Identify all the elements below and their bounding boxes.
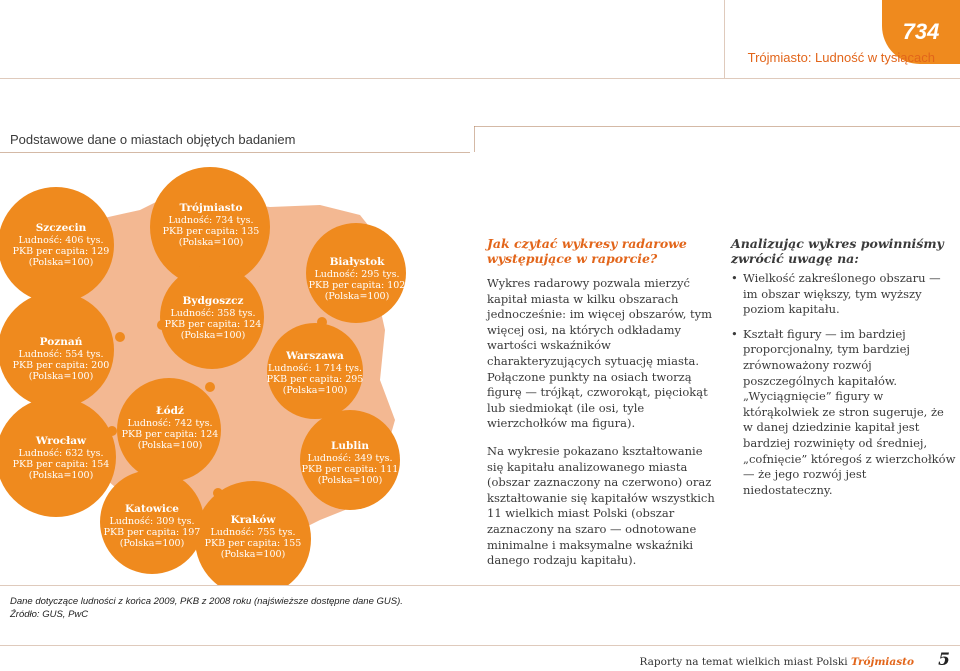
city-label-trojmiasto: Trójmiasto Ludność: 734 tys. PKB per capita: 135 (Polska=100) xyxy=(162,202,260,248)
city-label-lodz: Łódź Ludność: 742 tys. PKB per capita: 124 (Polska=100) xyxy=(121,405,219,451)
analysis-item: • Kształt figury — im bardziej proporcjonalny, tym bardziej zrównoważony rozwój poszczególnych kapitałów. „Wyciągnięcie” figury w którąkolwiek ze stron sugeruje, że w danej dziedzinie kapitał jest bardziej rozwinięty od średniej, „cofnięcie” któregoś z wierzchołków — że jego rozwój jest niedostateczny. xyxy=(731,327,956,499)
footnote-divider xyxy=(0,585,960,586)
header-divider xyxy=(0,78,960,79)
how-to-read-heading: Jak czytać wykresy radarowe występujące w raporcie? xyxy=(487,236,687,266)
footnote xyxy=(10,596,403,621)
population-badge: 734 xyxy=(882,0,960,64)
page-footer-report-name: Raporty na temat wielkich miast Polski xyxy=(639,656,848,668)
how-to-read-paragraph-1: Wykres radarowy pozwala mierzyć kapitał miasta w kilku obszarach jednocześnie: im więcej obszarów, tym więcej osi, na których odkładamy wartości wskaźników charakteryzujących sytuację miasta. Połączone punkty na osiach tworzą figurę — trójkąt, czworokąt, pięciokąt lub siedmiokąt (ile osi, tyle wierzchołków ma figura). xyxy=(487,276,713,431)
section-title: Podstawowe dane o miastach objętych badaniem xyxy=(10,132,296,147)
city-label-warszawa: Warszawa Ludność: 1 714 tys. PKB per capita: 295 (Polska=100) xyxy=(266,350,364,396)
marker-lodz xyxy=(205,382,215,392)
how-to-read-paragraph-2: Na wykresie pokazano kształtowanie się kapitału analizowanego miasta (obszar zaznaczony na czerwono) oraz kształtowanie się kapitałów wszystkich 11 wielkich miast Polski (obszar zaznaczony na szaro — odnotowane minimalne i maksymalne wskaźniki danego rodzaju kapitału). xyxy=(487,443,715,568)
header-subtitle: Trójmiasto: Ludność w tysiącach xyxy=(747,50,935,65)
footnote-source: Źródło: GUS, PwC xyxy=(10,608,89,620)
analysis-item: • Wielkość zakreślonego obszaru — im obszar większy, tym wyższy poziom kapitału. xyxy=(731,271,956,318)
page-footer-city: Trójmiasto xyxy=(850,656,914,668)
analysis-heading: Analizując wykres powinniśmy zwrócić uwagę na: xyxy=(731,236,944,266)
city-label-lublin: Lublin Ludność: 349 tys. PKB per capita: 111 (Polska=100) xyxy=(301,440,399,486)
header-divider-vertical xyxy=(724,0,725,78)
how-to-read-body xyxy=(487,276,717,581)
footnote-data-note: Dane dotyczące ludności z końca 2009, PKB z 2008 roku (najświeższe dostępne dane GUS). xyxy=(10,596,403,607)
section-divider-tick xyxy=(474,126,475,152)
section-divider-right xyxy=(474,126,960,127)
section-divider xyxy=(0,152,470,153)
city-label-bydgoszcz: Bydgoszcz Ludność: 358 tys. PKB per capita: 124 (Polska=100) xyxy=(164,295,262,341)
page-footer-divider xyxy=(0,645,960,646)
city-label-wroclaw: Wrocław Ludność: 632 tys. PKB per capita: 154 (Polska=100) xyxy=(12,435,110,481)
city-label-szczecin: Szczecin Ludność: 406 tys. PKB per capita: 129 (Polska=100) xyxy=(12,222,110,268)
page-number: 5 xyxy=(938,650,950,670)
city-label-katowice: Katowice Ludność: 309 tys. PKB per capita: 197 (Polska=100) xyxy=(103,503,201,549)
city-label-bialystok: Białystok Ludność: 295 tys. PKB per capita: 102 (Polska=100) xyxy=(308,256,406,302)
page-footer-title xyxy=(640,656,915,668)
analysis-list xyxy=(731,271,956,507)
city-label-poznan: Poznań Ludność: 554 tys. PKB per capita: 200 (Polska=100) xyxy=(12,336,110,382)
city-label-krakow: Kraków Ludność: 755 tys. PKB per capita: 155 (Polska=100) xyxy=(204,514,302,560)
